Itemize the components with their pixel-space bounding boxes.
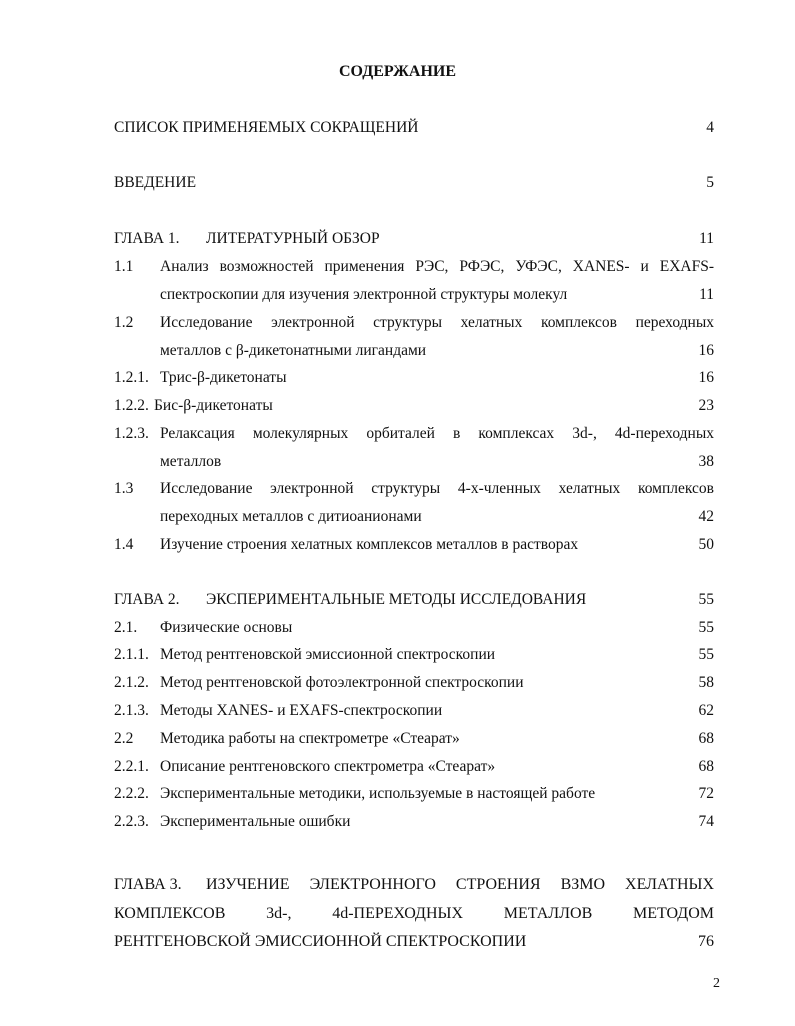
toc-entry-title: Экспериментальные методики, используемые в настоящей работе: [160, 785, 596, 802]
toc-entry-title: Бис-β-дикетонаты: [154, 397, 273, 414]
toc-entry[interactable]: [114, 367, 714, 389]
toc-entry-title-line: Анализ возможностей применения РЭС, РФЭС, УФЭС, XANES- и EXAFS-: [160, 258, 714, 275]
toc-entry-number: 2.2: [114, 730, 134, 747]
toc-entry-page: 11: [699, 286, 714, 303]
toc-entry-number: 1.2: [114, 314, 134, 331]
toc-entry-number: 1.2.2.: [114, 397, 149, 414]
toc-entry[interactable]: [114, 783, 714, 805]
toc-entry-page: 50: [698, 536, 714, 553]
toc-entry-page: 55: [698, 646, 714, 663]
toc-entry-page: 11: [699, 230, 714, 247]
toc-entry-title-line: Исследование электронной структуры хелатных комплексов переходных: [160, 314, 714, 331]
toc-entry-number: 1.2.3.: [114, 425, 149, 442]
toc-chapter-number: ГЛАВА 2.: [114, 591, 180, 608]
toc-entry-page: 42: [698, 508, 714, 525]
toc-entry[interactable]: [114, 395, 714, 417]
toc-chapter-title-line: ИЗУЧЕНИЕ ЭЛЕКТРОННОГО СТРОЕНИЯ ВЗМО ХЕЛАТНЫХ: [206, 876, 714, 893]
toc-chapter-title-line: РЕНТГЕНОВСКОЙ ЭМИССИОННОЙ СПЕКТРОСКОПИИ: [114, 933, 527, 950]
toc-entry-number: 2.1.: [114, 619, 138, 636]
toc-entry[interactable]: [114, 756, 714, 778]
toc-entry-title: Экспериментальные ошибки: [160, 813, 351, 830]
toc-entry-title: Описание рентгеновского спектрометра «Стеарат»: [160, 758, 496, 775]
toc-entry-title-line: металлов: [160, 453, 222, 470]
toc-entry-number: 2.1.2.: [114, 674, 149, 691]
toc-entry-number: 1.4: [114, 536, 134, 553]
toc-entry-title-line: Исследование электронной структуры 4-х-членных хелатных комплексов: [160, 480, 714, 497]
toc-entry-continuation[interactable]: [114, 506, 714, 528]
toc-entry-page: 16: [698, 342, 714, 359]
toc-entry-number: 1.3: [114, 480, 134, 497]
toc-chapter[interactable]: [114, 228, 714, 250]
toc-entry[interactable]: [114, 644, 714, 666]
toc-entry-number: 2.2.1.: [114, 758, 149, 775]
toc-entry-title-line: переходных металлов с дитиоанионами: [160, 508, 422, 525]
toc-entry-page: 16: [698, 369, 714, 386]
toc-chapter-continuation[interactable]: [114, 903, 714, 925]
toc-entry-page: 68: [698, 758, 714, 775]
toc-entry-continuation[interactable]: [114, 284, 714, 306]
toc-entry-page: 4: [706, 119, 714, 136]
toc-entry[interactable]: [114, 534, 714, 556]
toc-entry-title-line: спектроскопии для изучения электронной структуры молекул: [160, 286, 568, 303]
toc-chapter-title: ЭКСПЕРИМЕНТАЛЬНЫЕ МЕТОДЫ ИССЛЕДОВАНИЯ: [206, 591, 587, 608]
toc-entry-page: 23: [698, 397, 714, 414]
toc-entry[interactable]: [114, 117, 714, 139]
toc-entry-number: 2.2.3.: [114, 813, 149, 830]
toc-entry-page: 68: [698, 730, 714, 747]
toc-entry[interactable]: [114, 312, 714, 334]
toc-entry-number: 2.2.2.: [114, 785, 149, 802]
toc-chapter-title-line: КОМПЛЕКСОВ 3d-, 4d-ПЕРЕХОДНЫХ МЕТАЛЛОВ МЕТОДОМ: [114, 905, 714, 922]
toc-entry[interactable]: [114, 172, 714, 194]
toc-chapter[interactable]: [114, 589, 714, 611]
toc-entry[interactable]: [114, 256, 714, 278]
toc-entry-title-line: металлов с β-дикетонатными лигандами: [160, 342, 427, 359]
toc-chapter-number: ГЛАВА 1.: [114, 230, 180, 247]
page-number: 2: [713, 976, 720, 991]
toc-entry-title: ВВЕДЕНИЕ: [114, 174, 197, 191]
toc-chapter-number: ГЛАВА 3.: [114, 876, 182, 893]
toc-entry-number: 2.1.1.: [114, 646, 149, 663]
toc-entry-page: 55: [698, 619, 714, 636]
page-title: СОДЕРЖАНИЕ: [338, 63, 457, 80]
toc-entry-continuation[interactable]: [114, 340, 714, 362]
toc-entry-title: Метод рентгеновской фотоэлектронной спектроскопии: [160, 674, 524, 691]
toc-entry-number: 1.2.1.: [114, 369, 149, 386]
toc-entry-title: Изучение строения хелатных комплексов металлов в растворах: [160, 536, 579, 553]
toc-entry-title: Физические основы: [160, 619, 293, 636]
toc-entry-title: СПИСОК ПРИМЕНЯЕМЫХ СОКРАЩЕНИЙ: [114, 119, 419, 136]
toc-entry-title: Трис-β-дикетонаты: [160, 369, 287, 386]
toc-chapter-title: ЛИТЕРАТУРНЫЙ ОБЗОР: [206, 230, 380, 247]
toc-entry-title: Методика работы на спектрометре «Стеарат»: [160, 730, 460, 747]
toc-entry-page: 5: [706, 174, 714, 191]
toc-entry-title: Методы XANES- и EXAFS-спектроскопии: [160, 702, 443, 719]
toc-entry[interactable]: [114, 700, 714, 722]
toc-entry-page: 58: [698, 674, 714, 691]
toc-chapter-continuation[interactable]: [114, 931, 714, 953]
toc-entry-title-line: Релаксация молекулярных орбиталей в комплексах 3d-, 4d-переходных: [160, 425, 714, 442]
toc-entry[interactable]: [114, 423, 714, 445]
toc-entry-continuation[interactable]: [114, 451, 714, 473]
toc-entry-page: 76: [698, 933, 714, 950]
toc-entry-title: Метод рентгеновской эмиссионной спектроскопии: [160, 646, 496, 663]
toc-entry-number: 1.1: [114, 258, 134, 275]
toc-entry-page: 62: [698, 702, 714, 719]
toc-entry[interactable]: [114, 617, 714, 639]
toc-entry-page: 74: [698, 813, 714, 830]
toc-entry-number: 2.1.3.: [114, 702, 149, 719]
toc-chapter[interactable]: [114, 874, 714, 896]
toc-entry[interactable]: [114, 811, 714, 833]
toc-entry-page: 55: [698, 591, 714, 608]
toc-entry[interactable]: [114, 672, 714, 694]
toc-entry-page: 72: [698, 785, 714, 802]
toc-entry[interactable]: [114, 728, 714, 750]
toc-entry-page: 38: [698, 453, 714, 470]
toc-entry[interactable]: [114, 478, 714, 500]
